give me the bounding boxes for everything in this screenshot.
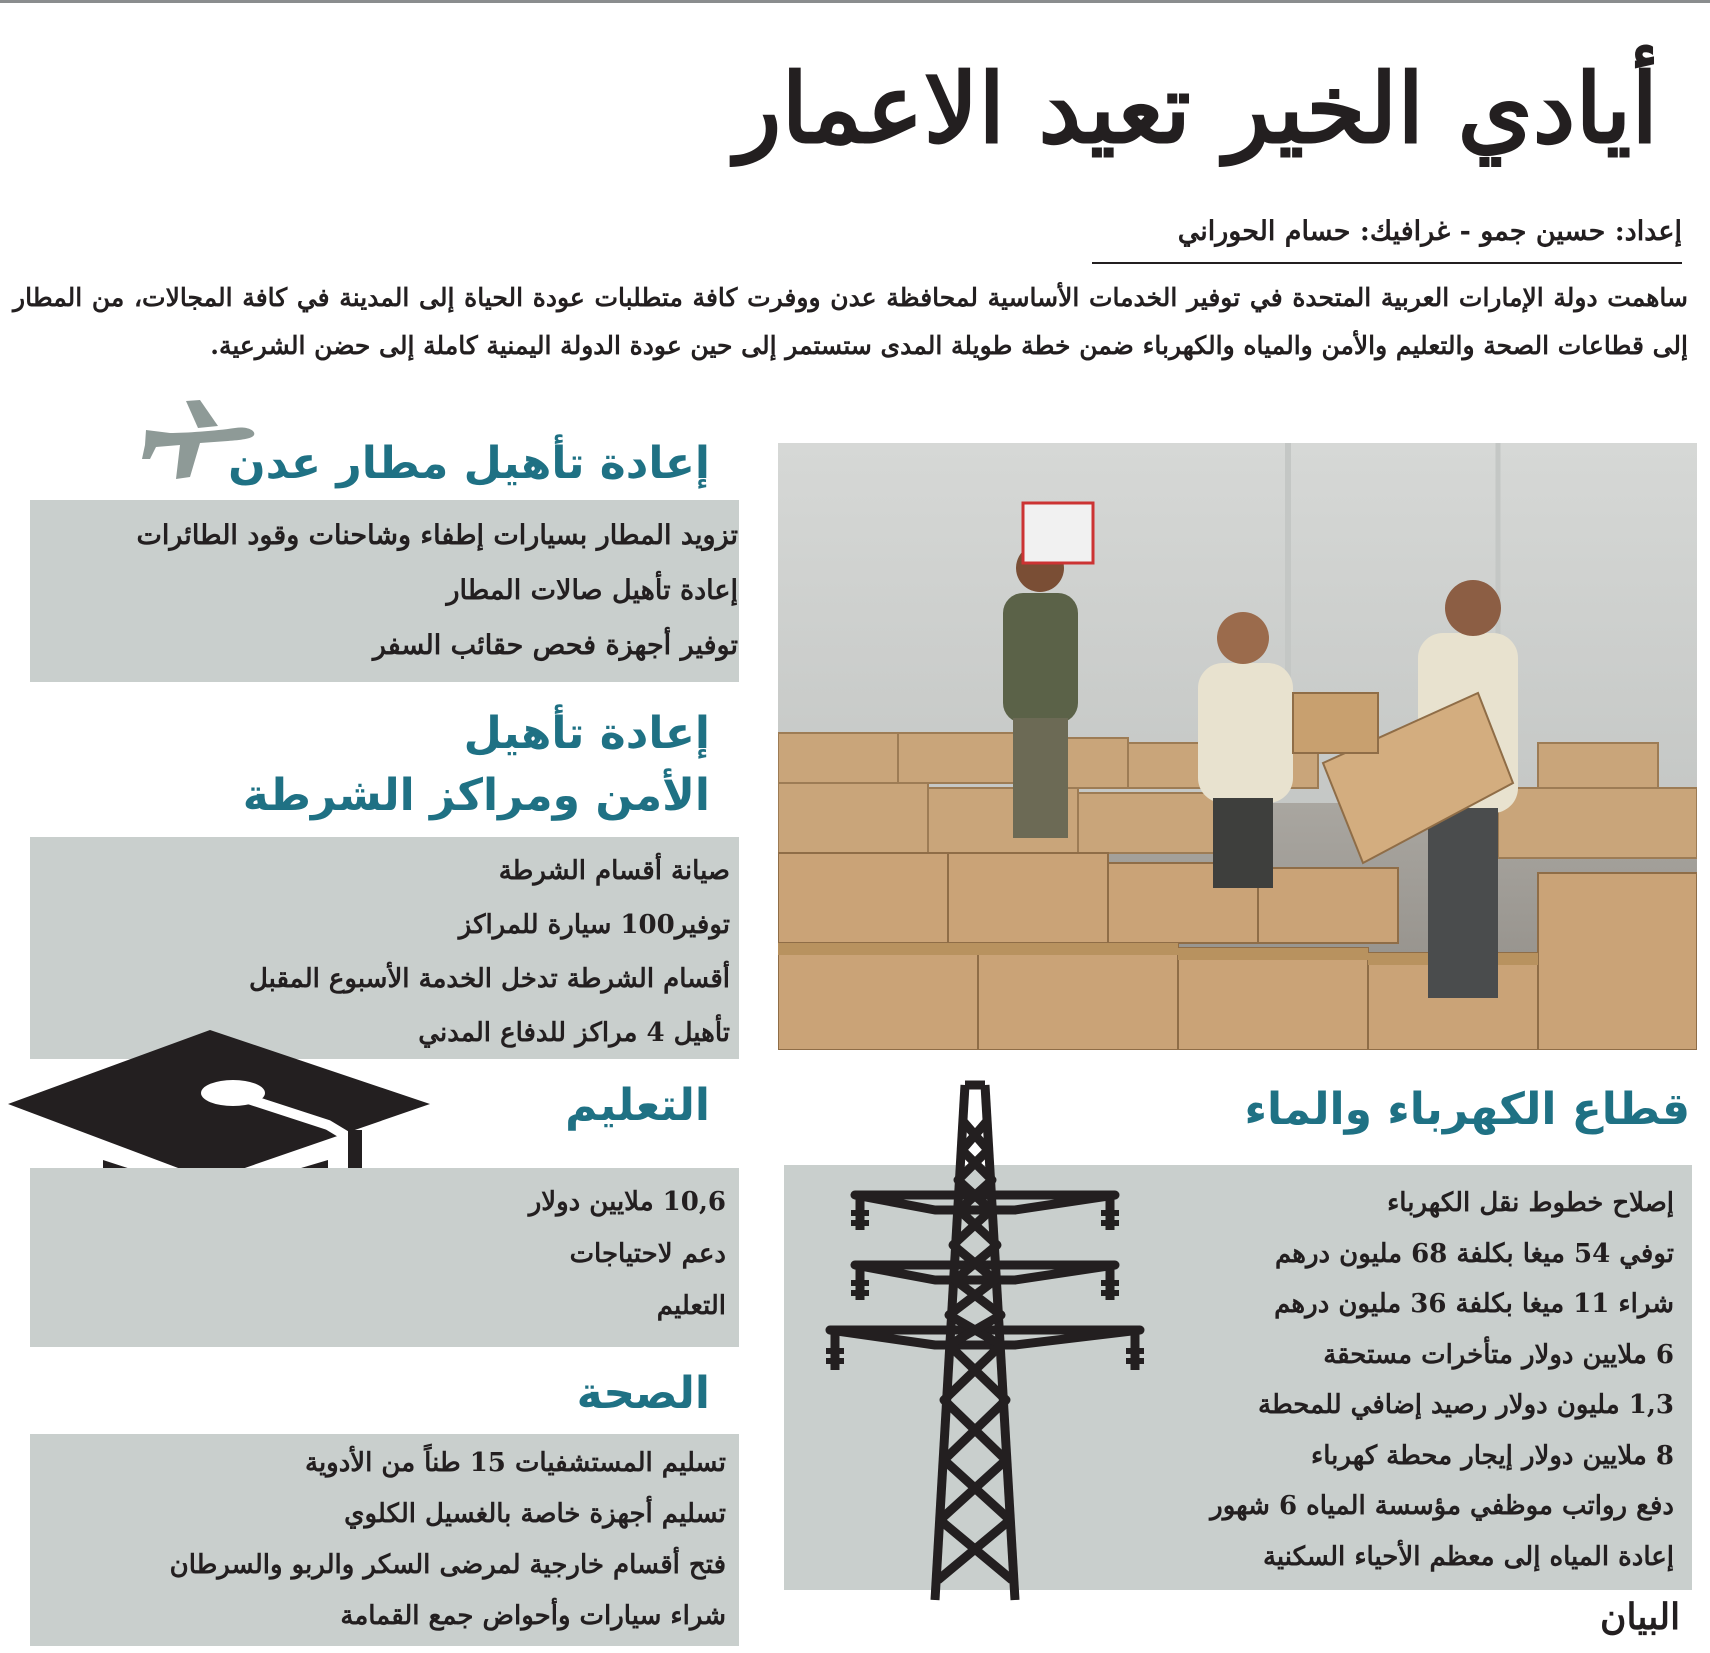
power-heading: قطاع الكهرباء والماء (1244, 1084, 1690, 1135)
power-list (1210, 1178, 1674, 1582)
security-heading-line1: إعادة تأهيل (463, 708, 710, 759)
credits: إعداد: حسين جمو - غرافيك: حسام الحوراني (1177, 216, 1682, 247)
education-list (529, 1176, 726, 1332)
list-item: دعم لاحتياجات (569, 1239, 726, 1269)
list-item: فتح أقسام خارجية لمرضى السكر والربو والسرطان (169, 1550, 726, 1580)
education-heading: التعليم (565, 1080, 710, 1131)
security-list (249, 844, 730, 1060)
aid-photo (778, 443, 1697, 1050)
list-item: تسليم المستشفيات 15 طناً من الأدوية (305, 1448, 726, 1478)
list-item: دفع رواتب موظفي مؤسسة المياه 6 شهور (1210, 1491, 1674, 1521)
list-item: تزويد المطار بسيارات إطفاء وشاحنات وقود الطائرات (136, 520, 738, 551)
airport-list (136, 508, 738, 673)
list-item: تأهيل 4 مراكز للدفاع المدني (418, 1018, 730, 1048)
list-item: تسليم أجهزة خاصة بالغسيل الكلوي (344, 1499, 726, 1529)
list-item: صيانة أقسام الشرطة (498, 856, 730, 886)
power-tower-icon (815, 1080, 1155, 1610)
health-list (170, 1438, 726, 1642)
list-item: توفير أجهزة فحص حقائب السفر (372, 630, 738, 661)
health-heading: الصحة (576, 1368, 710, 1419)
list-item: توفي 54 ميغا بكلفة 68 مليون درهم (1274, 1238, 1674, 1269)
list-item: شراء 11 ميغا بكلفة 36 مليون درهم (1274, 1289, 1674, 1319)
list-item: إصلاح خطوط نقل الكهرباء (1387, 1188, 1674, 1218)
top-rule (0, 0, 1710, 3)
list-item: 10,6 ملايين دولار (528, 1187, 726, 1217)
intro-paragraph: ساهمت دولة الإمارات العربية المتحدة في توفير الخدمات الأساسية لمحافظة عدن ووفرت كافة متطلبات عودة الحياة إلى المدينة في كافة المجالات، من المطار إلى قطاعات الصحة والتعليم والأمن والمياه والكهرباء ضمن خطة طويلة المدى ستستمر إلى حين عودة الدولة اليمنية كاملة إلى حضن الشرعية. (13, 283, 1688, 360)
list-item: شراء سيارات وأحواض جمع القمامة (340, 1601, 726, 1631)
list-item: إعادة تأهيل صالات المطار (446, 575, 738, 606)
credits-underline (1092, 262, 1682, 264)
list-item: 1,3 مليون دولار رصيد إضافي للمحطة (1258, 1390, 1674, 1420)
airport-heading: إعادة تأهيل مطار عدن (228, 438, 710, 489)
page-title: أيادي الخير تعيد الاعمار (735, 52, 1658, 165)
list-item: 8 ملايين دولار إيجار محطة كهرباء (1311, 1440, 1674, 1471)
newspaper-logo: البيان (1600, 1596, 1681, 1638)
list-item: 6 ملايين دولار متأخرات مستحقة (1323, 1339, 1674, 1370)
list-item: أقسام الشرطة تدخل الخدمة الأسبوع المقبل (248, 964, 730, 994)
list-item: توفير100 سيارة للمراكز (458, 910, 730, 940)
security-heading-line2: الأمن ومراكز الشرطة (242, 770, 710, 821)
list-item: التعليم (656, 1291, 726, 1321)
list-item: إعادة المياه إلى معظم الأحياء السكنية (1262, 1541, 1674, 1572)
